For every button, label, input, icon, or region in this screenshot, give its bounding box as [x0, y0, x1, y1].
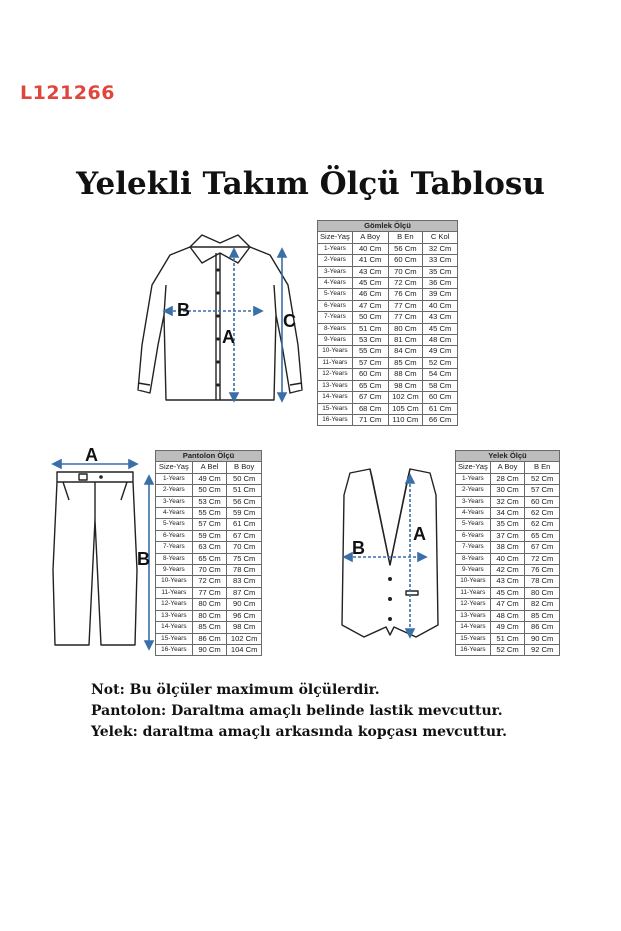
measure-cell: 77 Cm	[388, 300, 423, 311]
table-row	[318, 346, 458, 357]
table-row	[456, 644, 560, 655]
size-cell: 15-Years	[318, 403, 353, 414]
size-cell: 12-Years	[156, 599, 193, 610]
table-row	[156, 587, 262, 598]
measure-cell: 72 Cm	[192, 576, 227, 587]
notes	[91, 680, 507, 743]
measure-cell: 40 Cm	[490, 553, 525, 564]
shirt-label-a: A	[222, 327, 235, 347]
measure-cell: 60 Cm	[388, 255, 423, 266]
size-cell: 11-Years	[456, 587, 491, 598]
table-row	[456, 473, 560, 484]
size-cell: 13-Years	[156, 610, 193, 621]
table-row	[318, 278, 458, 289]
pants-illustration	[45, 445, 160, 655]
measure-cell: 58 Cm	[423, 380, 458, 391]
measure-cell: 78 Cm	[227, 565, 262, 576]
measure-cell: 75 Cm	[227, 553, 262, 564]
column-header: Size-Yaş	[318, 232, 353, 243]
size-cell: 7-Years	[318, 312, 353, 323]
table-row	[318, 323, 458, 334]
measure-cell: 53 Cm	[352, 335, 388, 346]
measure-cell: 46 Cm	[352, 289, 388, 300]
column-header: A Boy	[352, 232, 388, 243]
size-cell: 15-Years	[456, 633, 491, 644]
size-cell: 8-Years	[156, 553, 193, 564]
table-row	[156, 576, 262, 587]
measure-cell: 60 Cm	[525, 496, 560, 507]
measure-cell: 110 Cm	[388, 414, 423, 425]
measure-cell: 28 Cm	[490, 473, 525, 484]
measure-cell: 68 Cm	[352, 403, 388, 414]
size-cell: 7-Years	[456, 542, 491, 553]
table-row	[456, 496, 560, 507]
table-row	[456, 599, 560, 610]
measure-cell: 35 Cm	[490, 519, 525, 530]
measure-cell: 32 Cm	[423, 243, 458, 254]
size-cell: 1-Years	[456, 473, 491, 484]
measure-cell: 59 Cm	[192, 530, 227, 541]
measure-cell: 80 Cm	[388, 323, 423, 334]
shirt-label-b: B	[177, 300, 190, 320]
table-row	[456, 485, 560, 496]
measure-cell: 65 Cm	[525, 530, 560, 541]
table-header-row	[156, 462, 262, 473]
size-cell: 16-Years	[318, 414, 353, 425]
measure-cell: 49 Cm	[192, 473, 227, 484]
table-row	[156, 508, 262, 519]
table-caption: Yelek Ölçü	[456, 451, 560, 462]
table-row	[156, 473, 262, 484]
measure-cell: 56 Cm	[227, 496, 262, 507]
table-row	[456, 610, 560, 621]
yelek-table	[455, 450, 560, 656]
size-cell: 1-Years	[318, 243, 353, 254]
measure-cell: 90 Cm	[192, 644, 227, 655]
measure-cell: 50 Cm	[192, 485, 227, 496]
size-cell: 9-Years	[456, 565, 491, 576]
measure-cell: 48 Cm	[423, 335, 458, 346]
measure-cell: 70 Cm	[192, 565, 227, 576]
table-row	[156, 610, 262, 621]
measure-cell: 37 Cm	[490, 530, 525, 541]
measure-cell: 85 Cm	[525, 610, 560, 621]
measure-cell: 33 Cm	[423, 255, 458, 266]
table-row	[156, 530, 262, 541]
size-cell: 5-Years	[318, 289, 353, 300]
measure-cell: 72 Cm	[525, 553, 560, 564]
measure-cell: 80 Cm	[192, 599, 227, 610]
measure-cell: 84 Cm	[388, 346, 423, 357]
measure-cell: 76 Cm	[388, 289, 423, 300]
table-header-row	[318, 232, 458, 243]
measure-cell: 90 Cm	[525, 633, 560, 644]
table-header-row	[456, 462, 560, 473]
measure-cell: 70 Cm	[388, 266, 423, 277]
table-row	[156, 599, 262, 610]
shirt-label-c: C	[283, 311, 296, 331]
measure-cell: 43 Cm	[423, 312, 458, 323]
table-row	[318, 403, 458, 414]
measure-cell: 49 Cm	[490, 622, 525, 633]
size-cell: 10-Years	[456, 576, 491, 587]
measure-cell: 90 Cm	[227, 599, 262, 610]
measure-cell: 42 Cm	[490, 565, 525, 576]
shirt-illustration	[130, 225, 310, 420]
measure-cell: 41 Cm	[352, 255, 388, 266]
measure-cell: 53 Cm	[192, 496, 227, 507]
column-header: A Bel	[192, 462, 227, 473]
measure-cell: 85 Cm	[192, 622, 227, 633]
measure-cell: 65 Cm	[352, 380, 388, 391]
table-row	[156, 496, 262, 507]
measure-cell: 66 Cm	[423, 414, 458, 425]
measure-cell: 80 Cm	[525, 587, 560, 598]
measure-cell: 83 Cm	[227, 576, 262, 587]
measure-cell: 78 Cm	[525, 576, 560, 587]
measure-cell: 60 Cm	[423, 392, 458, 403]
table-row	[156, 565, 262, 576]
measure-cell: 38 Cm	[490, 542, 525, 553]
table-row	[456, 565, 560, 576]
measure-cell: 45 Cm	[490, 587, 525, 598]
table-row	[456, 530, 560, 541]
measure-cell: 52 Cm	[525, 473, 560, 484]
measure-cell: 48 Cm	[490, 610, 525, 621]
measure-cell: 51 Cm	[352, 323, 388, 334]
measure-cell: 45 Cm	[352, 278, 388, 289]
table-row	[318, 289, 458, 300]
size-cell: 3-Years	[318, 266, 353, 277]
size-cell: 10-Years	[156, 576, 193, 587]
size-cell: 3-Years	[456, 496, 491, 507]
measure-cell: 52 Cm	[490, 644, 525, 655]
measure-cell: 70 Cm	[227, 542, 262, 553]
table-row	[156, 542, 262, 553]
measure-cell: 36 Cm	[423, 278, 458, 289]
measure-cell: 35 Cm	[423, 266, 458, 277]
measure-cell: 43 Cm	[352, 266, 388, 277]
column-header: B En	[525, 462, 560, 473]
measure-cell: 51 Cm	[227, 485, 262, 496]
measure-cell: 105 Cm	[388, 403, 423, 414]
size-cell: 2-Years	[456, 485, 491, 496]
table-row	[456, 587, 560, 598]
size-cell: 3-Years	[156, 496, 193, 507]
pantolon-table	[155, 450, 262, 656]
measure-cell: 98 Cm	[388, 380, 423, 391]
column-header: Size-Yaş	[156, 462, 193, 473]
measure-cell: 65 Cm	[192, 553, 227, 564]
table-row	[156, 633, 262, 644]
size-cell: 5-Years	[156, 519, 193, 530]
size-cell: 7-Years	[156, 542, 193, 553]
table-row	[318, 255, 458, 266]
measure-cell: 67 Cm	[352, 392, 388, 403]
pants-label-b: B	[137, 549, 150, 569]
measure-cell: 62 Cm	[525, 519, 560, 530]
measure-cell: 71 Cm	[352, 414, 388, 425]
size-cell: 8-Years	[318, 323, 353, 334]
table-row	[318, 380, 458, 391]
table-row	[456, 519, 560, 530]
measure-cell: 81 Cm	[388, 335, 423, 346]
measure-cell: 77 Cm	[192, 587, 227, 598]
table-row	[318, 357, 458, 368]
measure-cell: 61 Cm	[227, 519, 262, 530]
measure-cell: 32 Cm	[490, 496, 525, 507]
measure-cell: 57 Cm	[525, 485, 560, 496]
measure-cell: 102 Cm	[227, 633, 262, 644]
table-row	[156, 485, 262, 496]
note-vest: Yelek: daraltma amaçlı arkasında kopçası mevcuttur.	[91, 724, 507, 740]
size-cell: 14-Years	[156, 622, 193, 633]
table-row	[456, 553, 560, 564]
measure-cell: 50 Cm	[227, 473, 262, 484]
measure-cell: 55 Cm	[352, 346, 388, 357]
size-cell: 8-Years	[456, 553, 491, 564]
size-cell: 2-Years	[156, 485, 193, 496]
measure-cell: 72 Cm	[388, 278, 423, 289]
measure-cell: 62 Cm	[525, 508, 560, 519]
table-row	[156, 622, 262, 633]
measure-cell: 82 Cm	[525, 599, 560, 610]
table-row	[456, 576, 560, 587]
table-row	[318, 266, 458, 277]
table-row	[318, 300, 458, 311]
table-row	[318, 312, 458, 323]
size-cell: 14-Years	[456, 622, 491, 633]
measure-cell: 50 Cm	[352, 312, 388, 323]
size-cell: 16-Years	[456, 644, 491, 655]
table-row	[156, 644, 262, 655]
measure-cell: 86 Cm	[192, 633, 227, 644]
measure-cell: 104 Cm	[227, 644, 262, 655]
measure-cell: 60 Cm	[352, 369, 388, 380]
size-cell: 4-Years	[456, 508, 491, 519]
size-cell: 9-Years	[318, 335, 353, 346]
size-cell: 4-Years	[156, 508, 193, 519]
table-row	[156, 553, 262, 564]
measure-cell: 98 Cm	[227, 622, 262, 633]
table-caption: Gömlek Ölçü	[318, 221, 458, 232]
column-header: C Kol	[423, 232, 458, 243]
size-cell: 12-Years	[456, 599, 491, 610]
size-cell: 6-Years	[318, 300, 353, 311]
table-row	[456, 508, 560, 519]
product-code: L121266	[20, 82, 115, 104]
measure-cell: 51 Cm	[490, 633, 525, 644]
measure-cell: 52 Cm	[423, 357, 458, 368]
size-cell: 9-Years	[156, 565, 193, 576]
measure-cell: 87 Cm	[227, 587, 262, 598]
measure-cell: 43 Cm	[490, 576, 525, 587]
table-row	[456, 542, 560, 553]
measure-cell: 102 Cm	[388, 392, 423, 403]
measure-cell: 86 Cm	[525, 622, 560, 633]
table-row	[456, 633, 560, 644]
measure-cell: 88 Cm	[388, 369, 423, 380]
measure-cell: 85 Cm	[388, 357, 423, 368]
table-row	[318, 392, 458, 403]
measure-cell: 34 Cm	[490, 508, 525, 519]
measure-cell: 77 Cm	[388, 312, 423, 323]
size-cell: 16-Years	[156, 644, 193, 655]
measure-cell: 96 Cm	[227, 610, 262, 621]
table-row	[318, 414, 458, 425]
size-cell: 2-Years	[318, 255, 353, 266]
size-cell: 5-Years	[456, 519, 491, 530]
size-cell: 12-Years	[318, 369, 353, 380]
vest-label-a: A	[413, 524, 426, 544]
measure-cell: 76 Cm	[525, 565, 560, 576]
note-pants: Pantolon: Daraltma amaçlı belinde lastik mevcuttur.	[91, 703, 503, 719]
column-header: Size-Yaş	[456, 462, 491, 473]
measure-cell: 80 Cm	[192, 610, 227, 621]
table-row	[318, 243, 458, 254]
size-cell: 11-Years	[156, 587, 193, 598]
vest-label-b: B	[352, 538, 365, 558]
column-header: B En	[388, 232, 423, 243]
size-cell: 6-Years	[456, 530, 491, 541]
table-caption: Pantolon Ölçü	[156, 451, 262, 462]
measure-cell: 47 Cm	[490, 599, 525, 610]
size-cell: 13-Years	[456, 610, 491, 621]
vest-illustration	[330, 465, 450, 645]
measure-cell: 39 Cm	[423, 289, 458, 300]
column-header: B Boy	[227, 462, 262, 473]
measure-cell: 49 Cm	[423, 346, 458, 357]
measure-cell: 45 Cm	[423, 323, 458, 334]
measure-cell: 55 Cm	[192, 508, 227, 519]
measure-cell: 47 Cm	[352, 300, 388, 311]
measure-cell: 56 Cm	[388, 243, 423, 254]
note-general: Not: Bu ölçüler maximum ölçülerdir.	[91, 682, 380, 698]
measure-cell: 61 Cm	[423, 403, 458, 414]
measure-cell: 57 Cm	[192, 519, 227, 530]
size-cell: 1-Years	[156, 473, 193, 484]
measure-cell: 57 Cm	[352, 357, 388, 368]
measure-cell: 67 Cm	[525, 542, 560, 553]
size-cell: 4-Years	[318, 278, 353, 289]
table-row	[456, 622, 560, 633]
measure-cell: 92 Cm	[525, 644, 560, 655]
size-cell: 6-Years	[156, 530, 193, 541]
table-row	[318, 369, 458, 380]
pants-label-a: A	[85, 445, 98, 465]
page-title: Yelekli Takım Ölçü Tablosu	[76, 166, 545, 202]
measure-cell: 63 Cm	[192, 542, 227, 553]
measure-cell: 40 Cm	[352, 243, 388, 254]
size-cell: 14-Years	[318, 392, 353, 403]
size-cell: 13-Years	[318, 380, 353, 391]
measure-cell: 40 Cm	[423, 300, 458, 311]
table-row	[156, 519, 262, 530]
measure-cell: 54 Cm	[423, 369, 458, 380]
size-cell: 15-Years	[156, 633, 193, 644]
size-cell: 10-Years	[318, 346, 353, 357]
size-cell: 11-Years	[318, 357, 353, 368]
measure-cell: 67 Cm	[227, 530, 262, 541]
gomlek-table	[317, 220, 458, 426]
column-header: A Boy	[490, 462, 525, 473]
measure-cell: 30 Cm	[490, 485, 525, 496]
table-row	[318, 335, 458, 346]
measure-cell: 59 Cm	[227, 508, 262, 519]
